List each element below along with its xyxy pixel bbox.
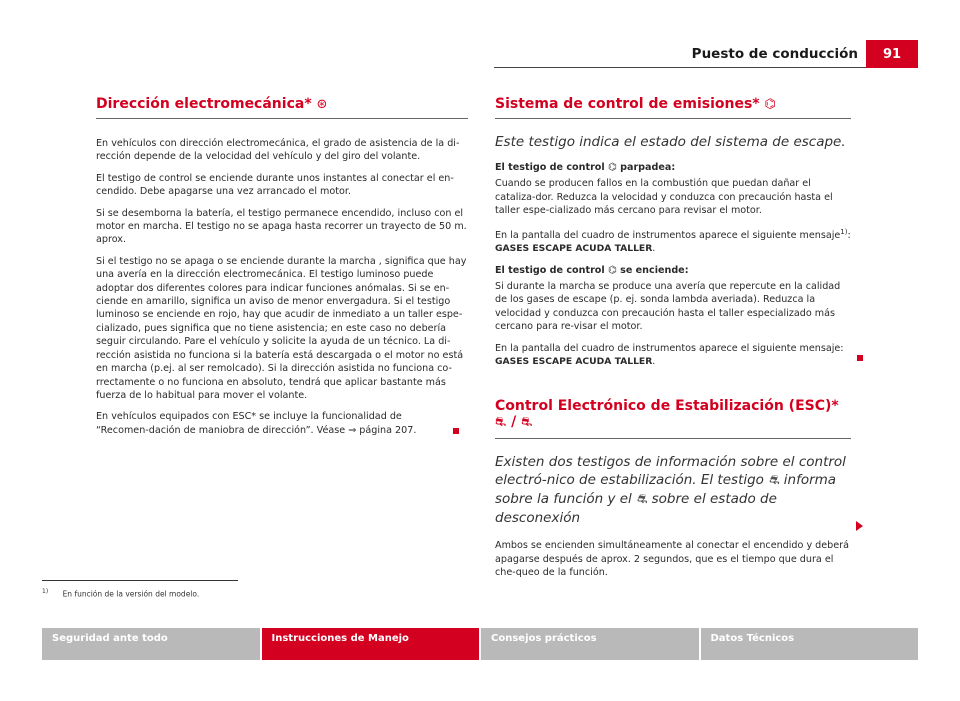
header-rule — [494, 67, 866, 68]
tab-instrucciones[interactable]: Instrucciones de Manejo — [262, 628, 480, 660]
paragraph-message-intro: En la pantalla del cuadro de instrumentos aparece el siguiente mensaje: GASES ESCAPE ACUDA TALLER. — [495, 342, 844, 368]
paragraph: Si durante la marcha se produce una avería que repercute en la calidad de los gases de escape (p. ej. sonda lambda averiada). Reduzca la velocidad y conduzca con precaución hasta el taller especializado más cercano para re-visar el motor. — [495, 281, 841, 333]
section-end-marker — [857, 355, 863, 361]
tab-seguridad[interactable]: Seguridad ante todo — [42, 628, 260, 660]
lead-text: Existen dos testigos de información sobre el control electró-nico de estabilización. El testigo — [495, 454, 846, 489]
display-message: GASES ESCAPE ACUDA TALLER — [495, 243, 653, 255]
paragraph-message-intro: En la pantalla del cuadro de instrumentos aparece el siguiente mensaje$^{1)}$: GASES ESCAPE ACUDA TALLER. — [495, 227, 851, 255]
running-header: Puesto de conducción — [691, 46, 858, 62]
display-message: GASES ESCAPE ACUDA TALLER — [495, 356, 653, 368]
subheading-text: parpadea: — [620, 162, 676, 173]
section-heading-esc — [495, 398, 851, 439]
subheading-text: El testigo de control — [495, 264, 605, 276]
lead-text: informa sobre la función y el — [495, 472, 837, 508]
section-end-marker — [453, 428, 459, 434]
message-intro-text: En la pantalla del cuadro de instrumentos aparece el siguiente mensaje: — [495, 342, 844, 354]
paragraph: Cuando se producen fallos en la combustión que puedan dañar el cataliza-dor. Reduzca la velocidad y conduzca con precaución hasta el taller espe-cializado más cercano para revisar el motor. — [495, 178, 833, 217]
footnote-reference: 1) — [840, 227, 848, 236]
paragraph: Si se desemborna la batería, el testigo permanece encendido, incluso con el motor en marcha. El testigo no se apaga hasta recorrer un trayecto de 50 m. aprox. — [96, 207, 467, 246]
footnote-text: En función de la versión del modelo. — [62, 589, 200, 599]
footnote-rule — [42, 580, 238, 581]
esc-car-icon: ⛐ — [768, 473, 780, 489]
paragraph: En vehículos equipados con ESC* se incluye la funcionalidad de “Recomen-dación de maniobra de dirección”. Véase ⇒ página 207. — [96, 411, 417, 436]
section-heading-text: Dirección electromecánica* — [96, 96, 312, 112]
tab-consejos[interactable]: Consejos prácticos — [481, 628, 699, 660]
heading-separator: / — [511, 414, 517, 431]
section-lead — [495, 453, 851, 527]
footnote-mark: 1) — [42, 588, 49, 595]
section-heading-text: Sistema de control de emisiones* — [495, 96, 760, 112]
section-heading-emissions — [495, 96, 851, 119]
section-heading-text: Control Electrónico de Estabilización (ESC)* — [495, 398, 839, 415]
paragraph: Si el testigo no se apaga o se enciende durante la marcha , significa que hay una avería en la dirección electromecánica. El testigo luminoso puede adoptar dos diferentes colores para indicar funciones anómalas. Si se en-ciende en amarillo, significa un aviso de menor envergadura. Si el testigo luminoso se enciende en rojo, hay que acudir de inmediato a un taller espe-cializado, pues significa que no tiene asistencia; en este caso no debería seguir circulando. Pare el vehículo y solicite la ayuda de un técnico. La di-rección asistida no funciona si la batería está descargada o el motor no está en marcha (p.ej. al ser remolcado). Si la dirección asistida no funciona co-rrectamente o no funciona en absoluto, tendrá que aplicar bastante más fuerza de lo habitual para mover el volante. — [96, 255, 467, 401]
engine-check-icon: ⌬ — [608, 162, 617, 173]
section-heading-steering — [96, 96, 468, 119]
right-column — [495, 96, 851, 580]
steering-warning-icon: ⊛ — [316, 97, 328, 112]
paragraph: El testigo de control se enciende durante unos instantes al conectar el en-cendido. Debe apagarse una vez arrancado el motor. — [96, 172, 454, 198]
esc-car-icon: ⛐ — [495, 415, 507, 431]
engine-check-icon: ⌬ — [764, 97, 776, 112]
engine-check-icon: ⌬ — [608, 264, 617, 276]
esc-off-icon: ⛐ — [636, 492, 648, 508]
page-number: 91 — [866, 40, 918, 68]
continue-arrow-icon — [856, 521, 863, 531]
paragraph: Ambos se encienden simultáneamente al conectar el encendido y deberá apagarse después de aprox. 2 segundos, que es el tiempo que dura el che-queo de la función. — [495, 540, 849, 579]
tab-datos[interactable]: Datos Técnicos — [701, 628, 919, 660]
paragraph: En vehículos con dirección electromecánica, el grado de asistencia de la di-rección depende de la velocidad del vehículo y del giro del volante. — [96, 138, 460, 163]
left-column — [96, 96, 468, 437]
colon-text: : — [847, 229, 851, 241]
section-lead: Este testigo indica el estado del sistema de escape. — [495, 134, 846, 150]
lead-text: sobre el estado de desconexión — [495, 491, 777, 527]
footnote — [42, 588, 199, 599]
chapter-tabs — [42, 628, 918, 660]
subheading-text: El testigo de control — [495, 162, 605, 173]
subheading-lit — [495, 264, 851, 277]
subheading-text: se enciende: — [620, 264, 689, 276]
esc-off-icon: ⛐ — [521, 415, 533, 431]
message-intro-text: En la pantalla del cuadro de instrumentos aparece el siguiente mensaje — [495, 229, 841, 241]
subheading-flashing — [495, 161, 851, 174]
